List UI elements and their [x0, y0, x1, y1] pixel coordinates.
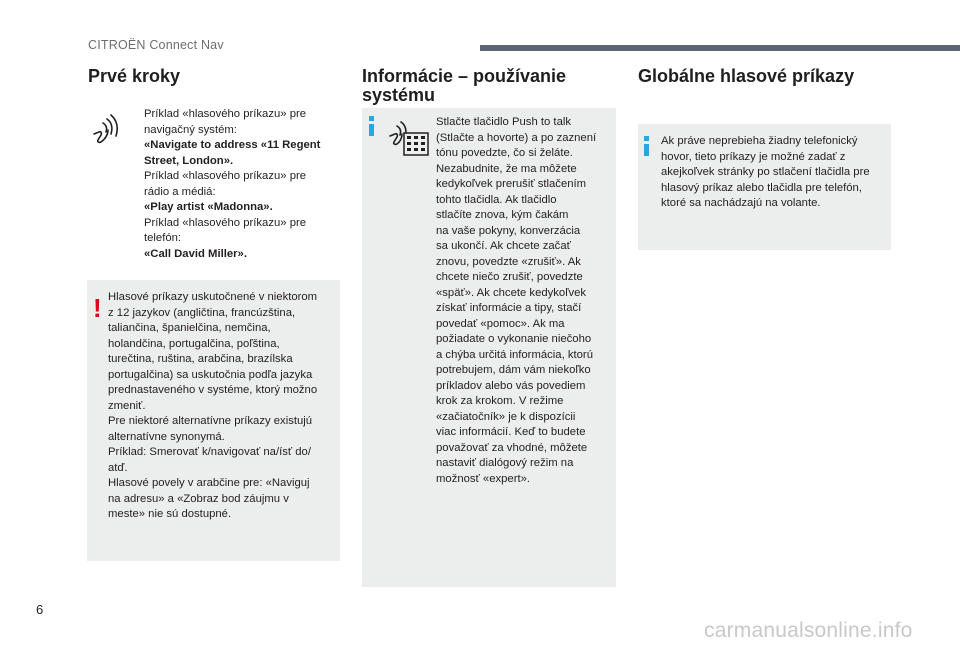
first-steps-example-bold: Street, London». — [144, 154, 234, 167]
system-info-line: viac informácií. Keď to budete — [436, 426, 586, 438]
voice-phone-icon — [388, 116, 430, 158]
system-info-line: a chýba určitá informácia, ktorú — [436, 348, 593, 361]
warning-line: alternatívne synonymá. — [108, 430, 225, 443]
first-steps-text — [144, 107, 344, 262]
warning-panel — [87, 280, 340, 561]
system-info-line: požiadate o vykonanie niečoho — [436, 333, 592, 345]
system-info-line: tónu povedzte, čo si želáte. — [436, 147, 573, 159]
warning-line: Príklad: Smerovať k/navigovať na/ísť do/ — [108, 446, 311, 458]
section-title-line: systému — [362, 85, 436, 105]
warning-line: prednastaveného v systéme, ktorý možno — [108, 384, 318, 396]
section-title-line: Informácie – používanie — [362, 66, 567, 86]
info-icon-bar — [369, 124, 374, 136]
system-info-line: tohto tlačidla. Ak tlačidlo — [436, 193, 557, 206]
system-info-line: na vaše pokyny, konverzácia — [436, 224, 581, 237]
warning-line: holandčina, portugalčina, poľština, — [108, 337, 280, 350]
system-info-text — [436, 115, 614, 487]
first-steps-line: Príklad «hlasového príkazu» pre — [144, 170, 307, 182]
system-info-line: príkladov alebo vás povediem — [436, 379, 586, 392]
system-info-line: stlačíte znova, kým čakám — [436, 209, 569, 221]
first-steps-line: telefón: — [144, 232, 182, 244]
warning-line: meste» nie sú dostupné. — [108, 508, 232, 520]
system-info-line: potrebujem, dám vám niekoľko — [436, 364, 591, 376]
system-info-line: «späť». Ak chcete kedykoľvek — [436, 286, 587, 299]
global-commands-text — [661, 134, 889, 212]
warning-line: Pre niektoré alternatívne príkazy existujú — [108, 415, 313, 427]
warning-text — [108, 290, 340, 523]
global-commands-line: hlasový príkaz alebo tlačidla pre telefón, — [661, 181, 862, 194]
system-info-line: získať informácie a tipy, stačí — [436, 302, 582, 314]
global-commands-line: hovor, tieto príkazy je možné zadať z — [661, 150, 846, 163]
system-info-line: povedať «pomoc». Ak ma — [436, 317, 565, 330]
system-info-line: Nezabudnite, že ma môžete — [436, 162, 577, 175]
warning-icon: ! — [93, 293, 102, 323]
system-info-line: považovať za vhodné, môžete — [436, 441, 588, 454]
section-title-global-commands: Globálne hlasové príkazy — [638, 66, 855, 86]
warning-line: z 12 jazykov (angličtina, francúzština, — [108, 306, 296, 319]
info-panel-system — [362, 108, 616, 587]
warning-line: Hlasové povely v arabčine pre: «Naviguj — [108, 477, 310, 489]
system-info-line: kedykoľvek prerušiť stlačením — [436, 178, 587, 190]
first-steps-line: Príklad «hlasového príkazu» pre — [144, 216, 307, 229]
system-info-line: (Stlačte a hovorte) a po zaznení — [436, 131, 597, 144]
system-info-line: krok za krokom. V režime — [436, 395, 564, 407]
warning-line: na adresu» a «Zobraz bod záujmu v — [108, 492, 289, 505]
global-commands-line: akejkoľvek stránky po stlačení tlačidla pre — [661, 166, 870, 178]
first-steps-example-bold: «Call David Miller». — [144, 247, 247, 260]
section-title-system-info — [362, 67, 566, 105]
first-steps-example-bold: «Play artist «Madonna». — [144, 201, 273, 213]
header-bar — [480, 45, 960, 51]
info-panel-global — [638, 124, 891, 250]
page-number: 6 — [36, 602, 44, 617]
system-info-line: znovu, povedzte «zrušiť». Ak — [436, 255, 581, 268]
warning-line: portugalčina) sa uskutočnia podľa jazyka — [108, 368, 313, 381]
info-icon — [644, 136, 649, 141]
info-icon — [369, 116, 374, 121]
watermark: carmanualsonline.info — [704, 619, 913, 642]
system-info-line: chcete niečo zrušiť, povedzte — [436, 271, 583, 283]
system-info-line: «začiatočník» je k dispozícii — [436, 410, 576, 423]
voice-command-icon — [90, 112, 126, 148]
info-icon-bar — [644, 144, 649, 156]
first-steps-line: navigačný systém: — [144, 123, 237, 136]
global-commands-line: ktoré sa nachádzajú na volante. — [661, 197, 821, 209]
manual-header-title: CITROËN Connect Nav — [88, 38, 224, 52]
global-commands-line: Ak práve neprebieha žiadny telefonický — [661, 135, 858, 147]
system-info-line: nastaviť dialógový režim na — [436, 457, 574, 469]
first-steps-line: Príklad «hlasového príkazu» pre — [144, 108, 307, 120]
warning-line: taliančina, španielčina, nemčina, — [108, 322, 271, 334]
first-steps-line: rádio a médiá: — [144, 185, 216, 198]
first-steps-example-bold: «Navigate to address «11 Regent — [144, 139, 321, 151]
system-info-line: Stlačte tlačidlo Push to talk — [436, 116, 572, 128]
system-info-line: možnosť «expert». — [436, 472, 531, 485]
warning-line: Hlasové príkazy uskutočnené v niektorom — [108, 291, 318, 303]
system-info-line: sa ukončí. Ak chcete začať — [436, 240, 571, 252]
section-title-first-steps: Prvé kroky — [88, 66, 181, 86]
warning-line: atď. — [108, 461, 128, 474]
warning-line: turečtina, ruština, arabčina, brazílska — [108, 353, 293, 365]
warning-line: zmeniť. — [108, 399, 146, 412]
